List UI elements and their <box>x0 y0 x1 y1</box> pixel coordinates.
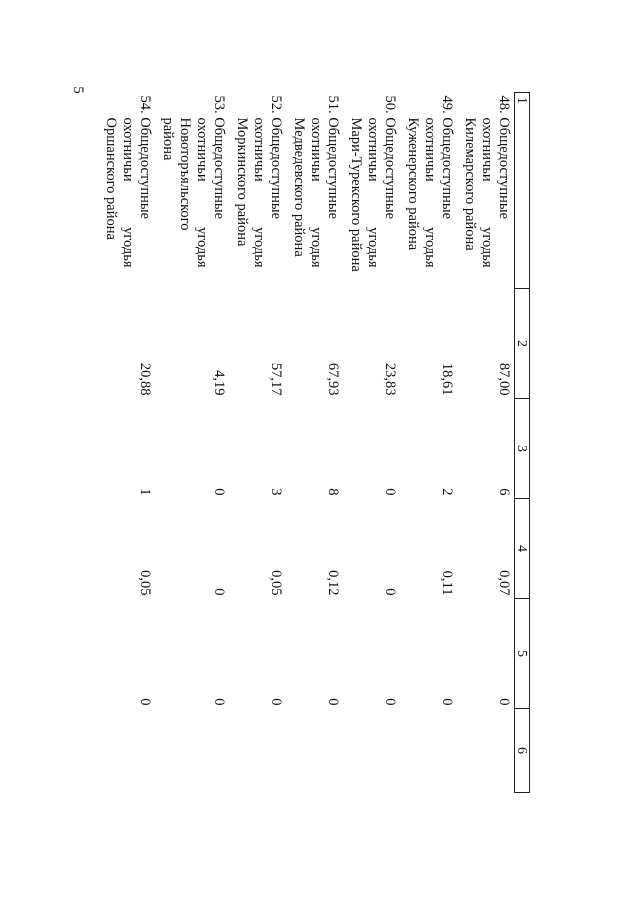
name-line: района <box>160 117 176 161</box>
column-header-6: 6 <box>515 709 530 793</box>
hunting-ground-name-cell <box>400 93 457 289</box>
name-line: Мари-Турекского района <box>348 117 364 272</box>
count-cell: 1 <box>137 488 153 496</box>
density-cell: 0,05 <box>268 570 284 596</box>
area-cell: 18,61 <box>439 362 455 396</box>
density-cell: 0,05 <box>137 570 153 596</box>
name-line: Куженерского района <box>405 117 421 251</box>
name-line-justified <box>119 96 136 268</box>
count-cell: 3 <box>268 488 284 496</box>
table-row <box>155 93 229 793</box>
density-cell: 0 <box>211 588 227 596</box>
name-word: угодья <box>422 227 438 268</box>
name-line: Килемарского района <box>462 117 478 251</box>
name-word: охотничьи <box>422 117 438 182</box>
name-word: угодья <box>308 227 324 268</box>
row-number: 54. <box>137 95 153 114</box>
table-row <box>93 93 155 793</box>
area-cell: 57,17 <box>268 362 284 396</box>
name-word: охотничьи <box>365 117 381 182</box>
hunting-ground-name-cell <box>229 93 286 289</box>
table-row <box>229 93 286 793</box>
data-table <box>93 92 530 793</box>
row-number-and-name <box>324 96 341 286</box>
row-number: 50. <box>382 95 398 114</box>
name-line-justified <box>364 96 381 268</box>
area-cell: 87,00 <box>496 362 512 396</box>
name-line: Общедоступные <box>496 117 512 220</box>
density-cell: 0,11 <box>439 570 455 596</box>
column-6-cell: 0 <box>137 698 153 706</box>
count-cell: 8 <box>325 488 341 496</box>
column-6-cell: 0 <box>211 698 227 706</box>
count-cell: 0 <box>382 488 398 496</box>
name-line-justified <box>478 96 495 268</box>
column-6-cell: 0 <box>325 698 341 706</box>
density-cell: 0 <box>382 588 398 596</box>
column-header-2: 2 <box>515 289 530 399</box>
name-line: Общедоступные <box>325 117 341 220</box>
table-row <box>457 93 515 793</box>
name-word: охотничьи <box>308 117 324 182</box>
name-line-justified <box>421 96 438 268</box>
row-number-and-name <box>438 96 455 286</box>
area-cell: 4,19 <box>211 370 227 396</box>
area-cell: 20,88 <box>137 362 153 396</box>
count-cell: 6 <box>496 488 512 496</box>
column-header-1: 1 <box>515 93 530 289</box>
name-line-justified <box>250 96 267 268</box>
row-number-and-name <box>136 96 153 286</box>
column-6-cell: 0 <box>382 698 398 706</box>
hunting-ground-name-cell <box>286 93 343 289</box>
name-line: Общедоступные <box>211 117 227 220</box>
name-line: Медведевского района <box>291 117 307 257</box>
rotated-table-container <box>100 92 530 792</box>
row-number-and-name <box>267 96 284 286</box>
name-word: угодья <box>365 227 381 268</box>
area-cell: 67,93 <box>325 362 341 396</box>
row-number-and-name <box>381 96 398 286</box>
row-number: 48. <box>496 95 512 114</box>
name-line: Новоторъяльского <box>177 117 193 231</box>
name-line: Моркинского района <box>234 117 250 247</box>
name-line: Общедоступные <box>439 117 455 220</box>
name-word: охотничьи <box>194 117 210 182</box>
name-word: охотничьи <box>120 117 136 182</box>
density-cell: 0,12 <box>325 570 341 596</box>
row-number-and-name <box>495 96 512 286</box>
count-cell: 0 <box>211 488 227 496</box>
table-row <box>286 93 343 793</box>
name-line: Общедоступные <box>268 117 284 220</box>
column-6-cell: 0 <box>496 698 512 706</box>
row-number: 51. <box>325 95 341 114</box>
name-word: угодья <box>251 227 267 268</box>
table-header-row <box>515 93 530 793</box>
row-number: 49. <box>439 95 455 114</box>
name-line: Общедоступные <box>137 117 153 220</box>
count-cell: 2 <box>439 488 455 496</box>
area-cell: 23,83 <box>382 362 398 396</box>
column-header-3: 3 <box>515 399 530 499</box>
name-word: охотничьи <box>479 117 495 182</box>
density-cell: 0,07 <box>496 570 512 596</box>
hunting-ground-name-cell <box>93 93 155 289</box>
column-header-5: 5 <box>515 599 530 709</box>
name-word: угодья <box>479 227 495 268</box>
page-number: 5 <box>70 86 86 94</box>
hunting-ground-name-cell <box>343 93 400 289</box>
name-line: Общедоступные <box>382 117 398 220</box>
name-line-justified <box>307 96 324 268</box>
name-word: угодья <box>120 227 136 268</box>
row-number-and-name <box>210 96 227 286</box>
column-6-cell: 0 <box>268 698 284 706</box>
hunting-ground-name-cell <box>457 93 515 289</box>
column-6-cell: 0 <box>439 698 455 706</box>
row-number: 53. <box>211 95 227 114</box>
name-line: Оршанского района <box>103 117 119 240</box>
table-row <box>343 93 400 793</box>
name-line-justified <box>193 96 210 268</box>
table-row <box>400 93 457 793</box>
name-word: охотничьи <box>251 117 267 182</box>
row-number: 52. <box>268 95 284 114</box>
column-header-4: 4 <box>515 499 530 599</box>
hunting-ground-name-cell <box>155 93 229 289</box>
name-word: угодья <box>194 227 210 268</box>
